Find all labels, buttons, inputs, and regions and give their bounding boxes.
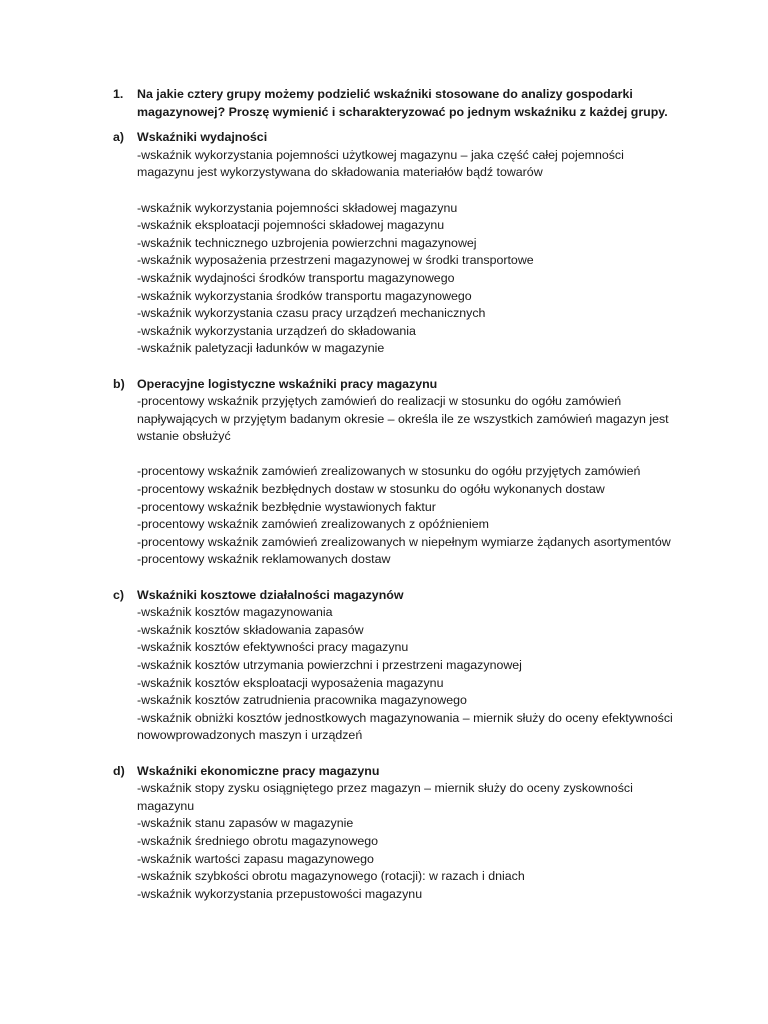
section-title: Operacyjne logistyczne wskaźniki pracy magazynu — [137, 376, 438, 391]
indicator-line: -wskaźnik wydajności środków transportu magazynowego — [137, 270, 455, 285]
section-title: Wskaźniki kosztowe działalności magazynów — [137, 587, 404, 602]
indicator-line: -wskaźnik eksploatacji pojemności składowej magazynu — [137, 218, 445, 233]
indicator-line: -wskaźnik stopy zysku osiągniętego przez magazyn – miernik służy do oceny zyskowności magazynu — [137, 781, 633, 813]
indicator-line: -wskaźnik średniego obrotu magazynowego — [137, 833, 379, 848]
question-number: 1. — [113, 87, 124, 101]
indicator-line: -wskaźnik wykorzystania pojemności użytkowej magazynu – jaka część całej pojemności magazynu jest wykorzystywana do składowania materiałów bądź towarów — [137, 147, 624, 180]
section-label: d) — [113, 763, 125, 778]
answer-section — [113, 376, 683, 570]
indicator-line: -procentowy wskaźnik bezbłędnych dostaw w stosunku do ogółu wykonanych dostaw — [137, 482, 605, 497]
question — [113, 86, 683, 121]
answer-section — [113, 763, 683, 904]
indicator-line: -wskaźnik paletyzacji ładunków w magazynie — [137, 341, 385, 356]
indicator-line: -wskaźnik wykorzystania przepustowości magazynu — [137, 886, 423, 901]
blank-line — [137, 182, 683, 200]
section-label: b) — [113, 376, 125, 391]
section-body — [137, 376, 683, 570]
section-body — [137, 763, 683, 904]
answer-section — [113, 129, 683, 358]
indicator-line: -wskaźnik stanu zapasów w magazynie — [137, 816, 354, 831]
section-label: c) — [113, 587, 125, 602]
indicator-line: -procentowy wskaźnik zamówień zrealizowanych z opóźnieniem — [137, 517, 489, 532]
indicator-line: -wskaźnik kosztów magazynowania — [137, 605, 333, 620]
section-body — [137, 587, 683, 745]
indicator-line: -wskaźnik technicznego uzbrojenia powierzchni magazynowej — [137, 235, 477, 250]
indicator-line: -wskaźnik wykorzystania czasu pracy urządzeń mechanicznych — [137, 306, 486, 321]
indicator-line: -wskaźnik kosztów zatrudnienia pracownika magazynowego — [137, 693, 467, 708]
indicator-line: -wskaźnik kosztów eksploatacji wyposażenia magazynu — [137, 675, 444, 690]
indicator-line: -wskaźnik wykorzystania środków transportu magazynowego — [137, 288, 472, 303]
question-text: Na jakie cztery grupy możemy podzielić wskaźniki stosowane do analizy gospodarki magazynowej? Proszę wymienić i scharakteryzować po jednym wskaźniku z każdej grupy. — [137, 87, 668, 119]
indicator-line: -wskaźnik wartości zapasu magazynowego — [137, 851, 374, 866]
indicator-line: -procentowy wskaźnik zamówień zrealizowanych w stosunku do ogółu przyjętych zamówień — [137, 464, 641, 479]
blank-line — [137, 446, 683, 464]
indicator-line: -wskaźnik wyposażenia przestrzeni magazynowej w środki transportowe — [137, 253, 534, 268]
document-body — [113, 86, 683, 921]
indicator-line: -wskaźnik obniżki kosztów jednostkowych magazynowania – miernik służy do oceny efektywności nowowprowadzonych maszyn i urządzeń — [137, 710, 673, 743]
indicator-line: -procentowy wskaźnik reklamowanych dostaw — [137, 552, 391, 567]
indicator-line: -procentowy wskaźnik zamówień zrealizowanych w niepełnym wymiarze żądanych asortymentów — [137, 534, 671, 549]
answer-section — [113, 587, 683, 745]
indicator-line: -wskaźnik kosztów składowania zapasów — [137, 622, 364, 637]
indicator-line: -wskaźnik szybkości obrotu magazynowego (rotacji): w razach i dniach — [137, 869, 525, 884]
indicator-line: -wskaźnik kosztów utrzymania powierzchni i przestrzeni magazynowej — [137, 658, 522, 672]
indicator-line: -procentowy wskaźnik przyjętych zamówień do realizacji w stosunku do ogółu zamówień napływających w przyjętym badanym okresie – określa ile ze wszystkich zamówień magazyn jest wstanie obsłużyć — [137, 394, 669, 444]
section-label: a) — [113, 130, 125, 145]
section-title: Wskaźniki wydajności — [137, 130, 268, 145]
section-body — [137, 129, 683, 358]
answer-sections — [113, 129, 683, 903]
indicator-line: -wskaźnik wykorzystania urządzeń do składowania — [137, 323, 416, 338]
indicator-line: -wskaźnik wykorzystania pojemności składowej magazynu — [137, 200, 458, 215]
section-title: Wskaźniki ekonomiczne pracy magazynu — [137, 763, 380, 778]
indicator-line: -wskaźnik kosztów efektywności pracy magazynu — [137, 640, 409, 655]
indicator-line: -procentowy wskaźnik bezbłędnie wystawionych faktur — [137, 499, 436, 514]
